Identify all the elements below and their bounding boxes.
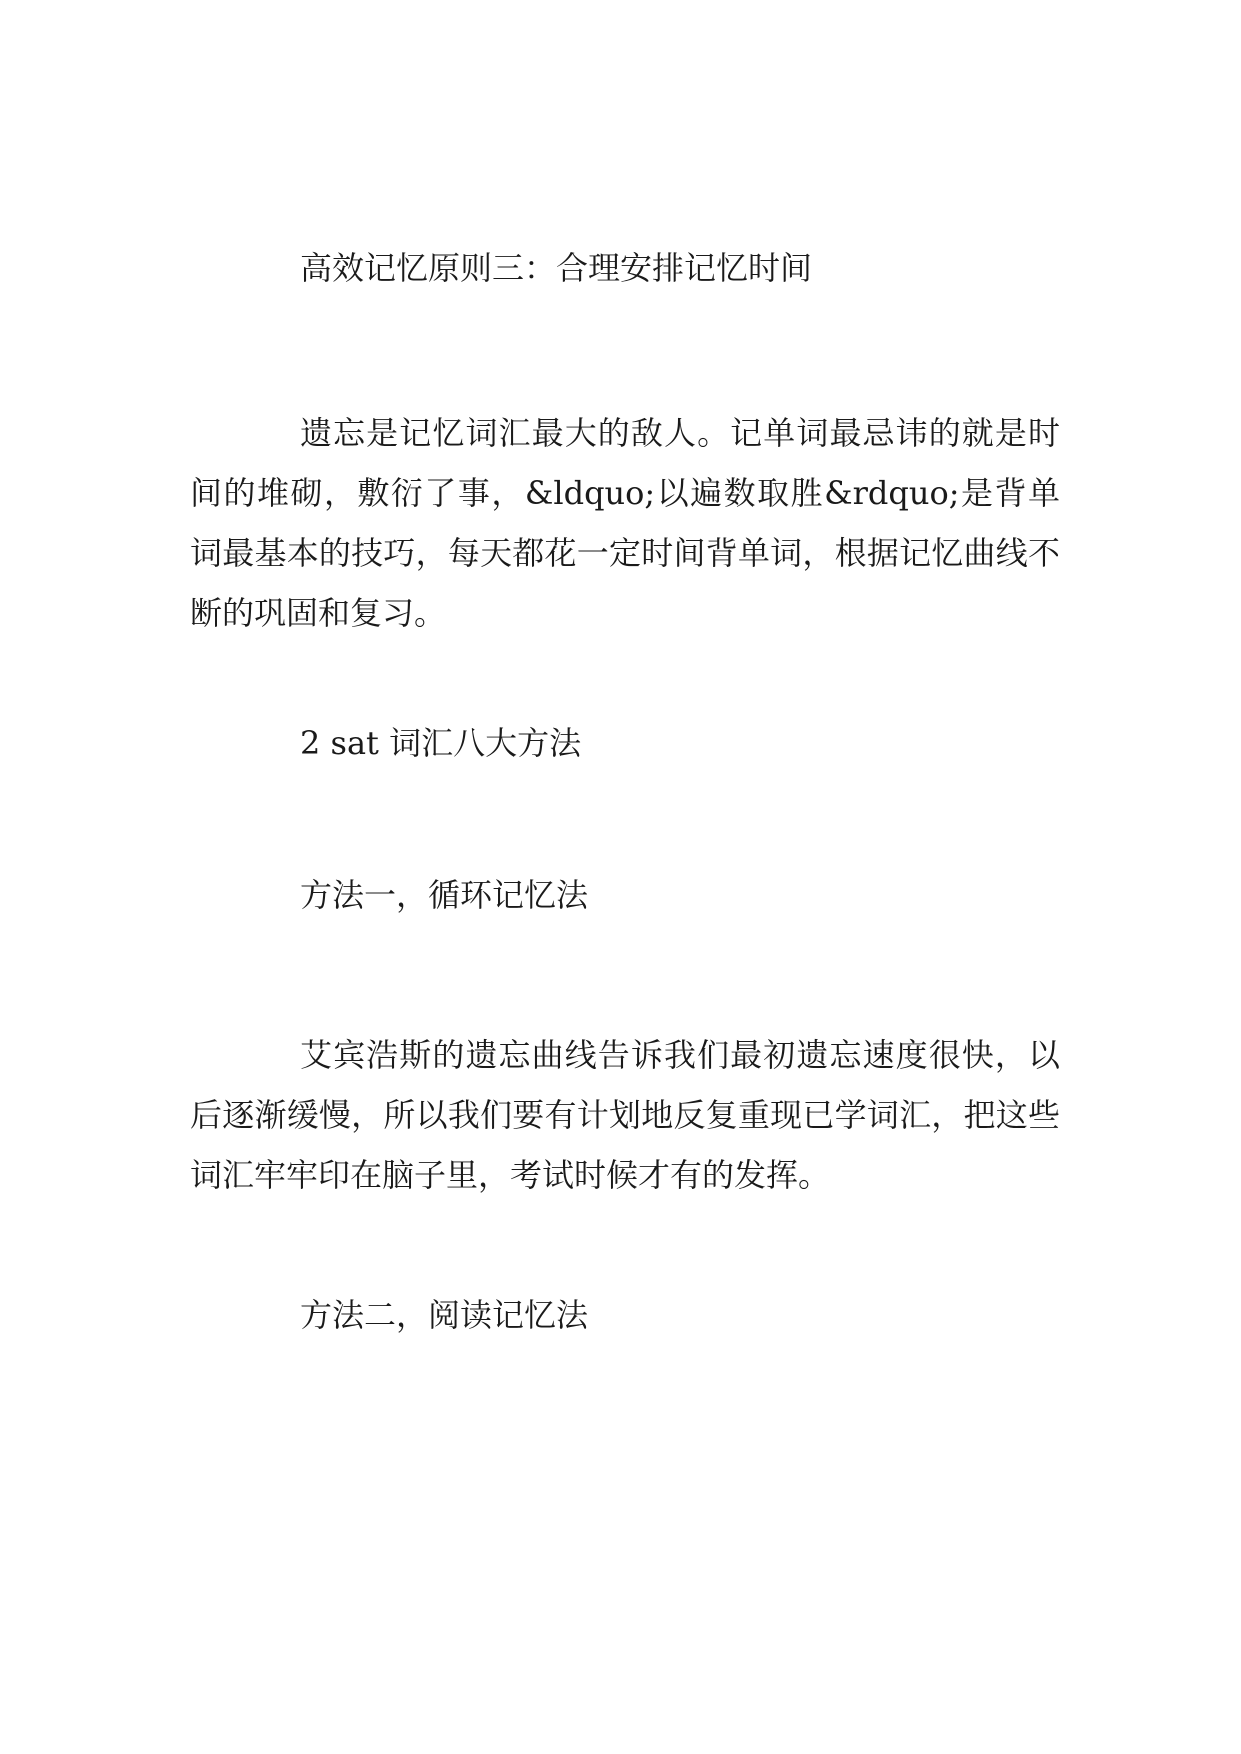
section-heading-eight-methods: 2 sat 词汇八大方法 [300, 724, 582, 762]
section-heading-method-one: 方法一，循环记忆法 [300, 876, 589, 914]
section-heading-principle-three: 高效记忆原则三：合理安排记忆时间 [300, 249, 813, 287]
section-heading-method-two: 方法二，阅读记忆法 [300, 1296, 589, 1334]
paragraph-forgetting: 遗忘是记忆词汇最大的敌人。记单词最忌讳的就是时间的堆砌，敷衍了事，&ldquo;以遍数取胜&rdquo;是背单词最基本的技巧，每天都花一定时间背单词，根据记忆曲线不断的巩固和复习。 [190, 414, 1060, 632]
paragraph-ebbinghaus: 艾宾浩斯的遗忘曲线告诉我们最初遗忘速度很快，以后逐渐缓慢，所以我们要有计划地反复重现已学词汇，把这些词汇牢牢印在脑子里，考试时候才有的发挥。 [190, 1036, 1060, 1194]
